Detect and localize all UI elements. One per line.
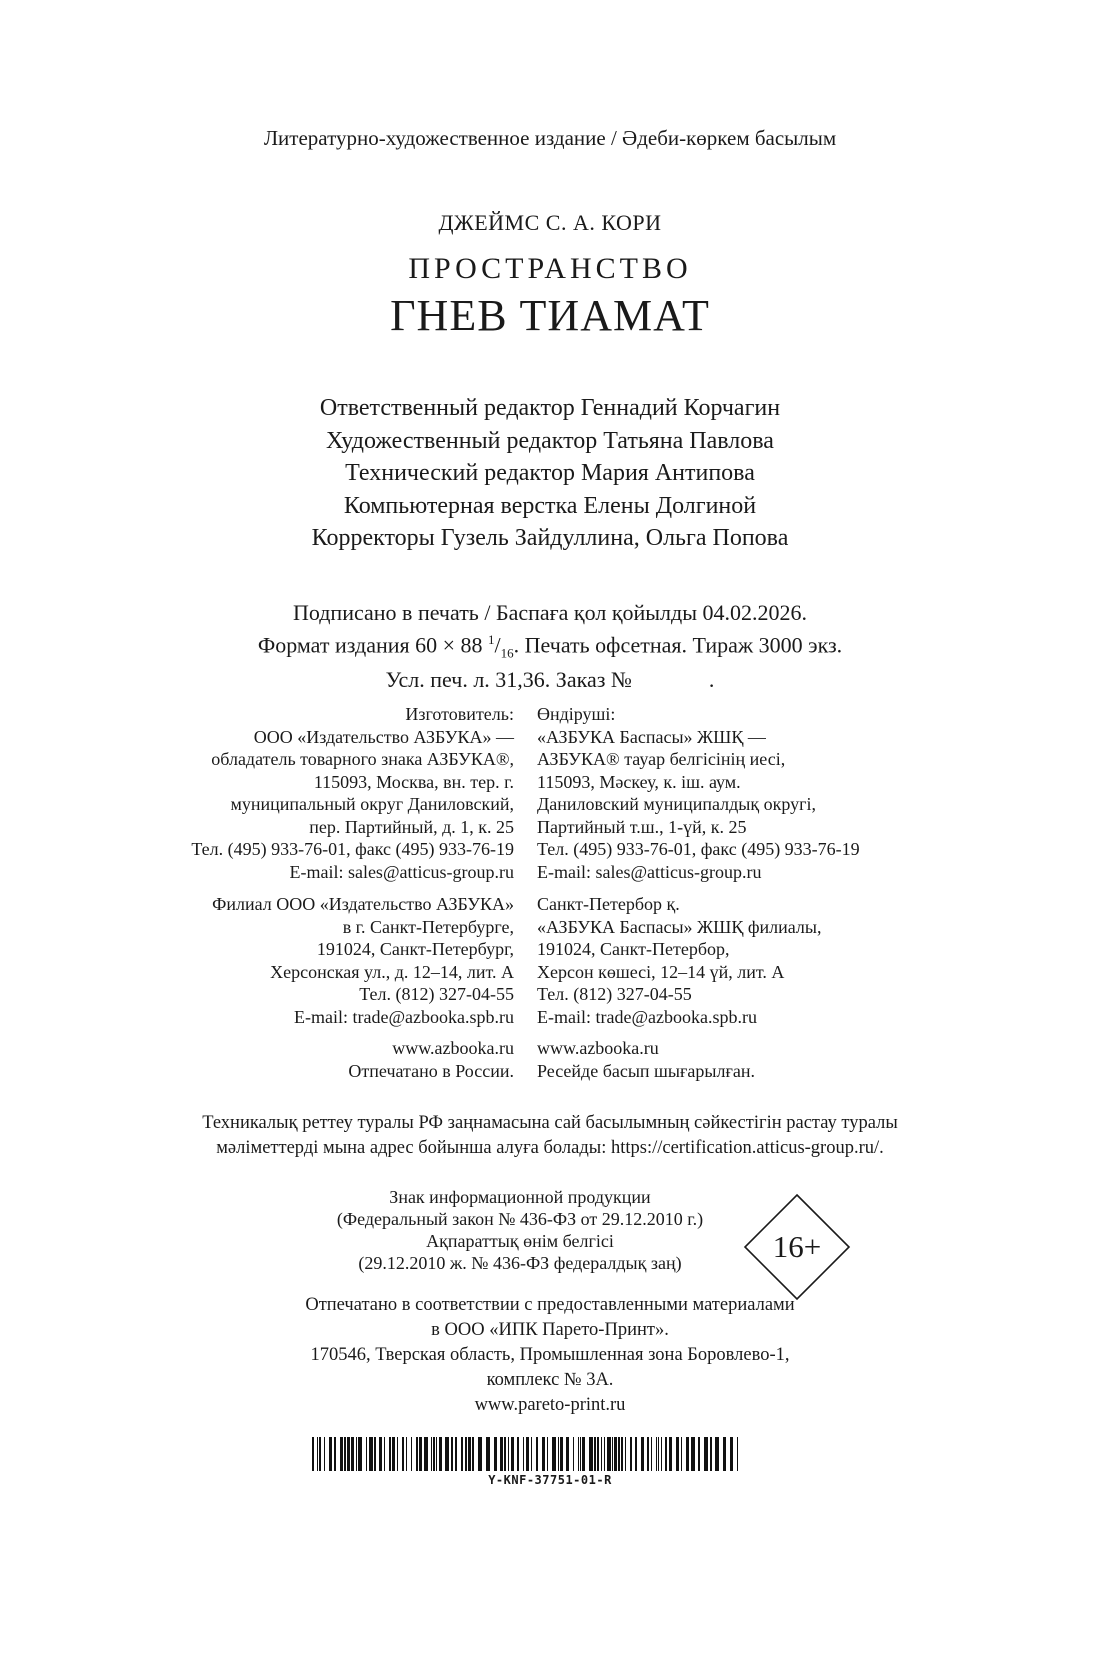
format-prefix: Формат издания 60 × 88 xyxy=(257,631,489,657)
branch-ru xyxy=(212,893,514,1028)
manufacturer-ru-line: Изготовитель: xyxy=(405,704,514,724)
branch-kz-line: E-mail: trade@azbooka.spb.ru xyxy=(537,1006,757,1027)
printer-website[interactable]: www.pareto-print.ru xyxy=(474,1395,626,1415)
manufacturer-kz-line: Өндіруші: xyxy=(537,704,616,724)
series-title: ПРОСТРАНСТВО xyxy=(408,252,692,285)
credit-line: Ответственный редактор Геннадий Корчагин xyxy=(319,395,781,421)
publication-info xyxy=(0,600,1100,693)
printed-in-note: Ресейде басып шығарылған. xyxy=(537,1060,755,1081)
printer-line: Отпечатано в соответствии с предоставленными материалами xyxy=(305,1295,795,1315)
age-rating-badge xyxy=(743,1193,851,1301)
format-numerator: 1 xyxy=(488,631,495,647)
branch-kz xyxy=(537,893,821,1028)
manufacturer-kz-line: E-mail: sales@atticus-group.ru xyxy=(537,861,762,882)
branch-kz-line: Санкт-Петербор қ. xyxy=(537,894,680,914)
certification-note xyxy=(0,1111,1100,1160)
footer-kz xyxy=(537,1037,755,1082)
info-sign-line: (Федеральный закон № 436-ФЗ от 29.12.2010 г.) xyxy=(336,1209,704,1229)
manufacturer-kz-line: 115093, Мәскеу, к. іш. аум. xyxy=(537,771,741,792)
credit-line: Художественный редактор Татьяна Павлова xyxy=(326,427,774,454)
order-line: Усл. печ. л. 31,36. Заказ № . xyxy=(385,666,715,692)
footer-ru xyxy=(348,1037,514,1082)
edition-type-label: Литературно-художественное издание / Әдеби-көркем басылым xyxy=(263,126,837,150)
barcode xyxy=(312,1437,738,1471)
printed-in-note: Отпечатано в России. xyxy=(348,1060,514,1081)
credit-line: Технический редактор Мария Антипова xyxy=(345,460,755,486)
website-link[interactable]: www.azbooka.ru xyxy=(537,1038,659,1058)
branch-kz-line: Херсон көшесі, 12–14 үй, лит. А xyxy=(537,961,785,982)
branch-kz-line: «АЗБУКА Баспасы» ЖШҚ филиалы, xyxy=(537,916,822,937)
branch-ru-line: 191024, Санкт-Петербург, xyxy=(316,939,514,959)
info-sign-line: Знак информационной продукции xyxy=(389,1187,651,1207)
branch-ru-line: Филиал ООО «Издательство АЗБУКА» xyxy=(212,894,514,914)
manufacturer-ru-line: пер. Партийный, д. 1, к. 25 xyxy=(309,816,514,837)
age-rating-text: 16+ xyxy=(772,1229,822,1264)
author-name: ДЖЕЙМС С. А. КОРИ xyxy=(438,210,662,235)
manufacturer-ru-line: 115093, Москва, вн. тер. г. xyxy=(313,771,514,792)
format-line: Формат издания 60 × 88 $^1/_{16}$. Печать офсетная. Тираж 3000 экз. xyxy=(257,631,843,661)
manufacturer-ru-line: обладатель товарного знака АЗБУКА®, xyxy=(211,749,514,769)
manufacturer-ru-line: ООО «Издательство АЗБУКА» — xyxy=(253,726,514,747)
credits-block xyxy=(0,392,1100,555)
manufacturer-ru xyxy=(191,703,514,883)
branch-ru-line: Херсонская ул., д. 12–14, лит. А xyxy=(270,961,514,982)
manufacturer-kz-line: «АЗБУКА Баспасы» ЖШҚ — xyxy=(537,726,766,747)
certification-line: Техникалық реттеу туралы РФ заңнамасына сай басылымның сәйкестігін растау туралы xyxy=(202,1113,898,1133)
credit-line: Корректоры Гузель Зайдуллина, Ольга Попова xyxy=(311,525,789,551)
manufacturer-ru-line: Тел. (495) 933-76-01, факс (495) 933-76-19 xyxy=(191,839,514,859)
branch-ru-line: Тел. (812) 327-04-55 xyxy=(359,984,514,1004)
printer-info xyxy=(0,1293,1100,1418)
info-product-sign xyxy=(245,1186,795,1274)
manufacturer-kz-line: Партийный т.ш., 1-үй, к. 25 xyxy=(537,816,747,837)
website-link[interactable]: www.azbooka.ru xyxy=(392,1038,514,1058)
format-denominator: 16 xyxy=(500,645,514,661)
branch-ru-line: в г. Санкт-Петербурге, xyxy=(342,916,514,937)
credit-line: Компьютерная верстка Елены Долгиной xyxy=(343,492,757,519)
manufacturer-kz xyxy=(537,703,860,883)
book-title: ГНЕВ ТИАМАТ xyxy=(390,291,710,340)
info-sign-line: (29.12.2010 ж. № 436-ФЗ федералдық заң) xyxy=(358,1253,682,1273)
info-sign-line: Ақпараттық өнім белгісі xyxy=(426,1231,614,1251)
printer-line: 170546, Тверская область, Промышленная зона Боровлево-1, xyxy=(310,1345,790,1365)
manufacturer-kz-line: Даниловский муниципалдық округі, xyxy=(537,794,816,814)
signed-line: Подписано в печать / Баспаға қол қойылды 04.02.2026. xyxy=(292,600,808,625)
branch-kz-line: Тел. (812) 327-04-55 xyxy=(537,984,692,1004)
manufacturer-kz-line: Тел. (495) 933-76-01, факс (495) 933-76-19 xyxy=(537,839,860,859)
format-suffix: . Печать офсетная. Тираж 3000 экз. xyxy=(513,631,843,657)
printer-line: в ООО «ИПК Парето-Принт». xyxy=(431,1320,669,1340)
manufacturer-ru-line: муниципальный округ Даниловский, xyxy=(230,794,514,814)
barcode-code: Y-KNF-37751-01-R xyxy=(488,1473,612,1487)
branch-kz-line: 191024, Санкт-Петербор, xyxy=(537,939,730,959)
printer-line: комплекс № 3А. xyxy=(486,1370,614,1390)
manufacturer-ru-line: E-mail: sales@atticus-group.ru xyxy=(289,861,514,882)
branch-ru-line: E-mail: trade@azbooka.spb.ru xyxy=(294,1006,514,1027)
manufacturer-kz-line: АЗБУКА® тауар белгісінің иесі, xyxy=(537,749,786,769)
certification-line: мәліметтерді мына адрес бойынша алуға болады: https://certification.atticus-group.ru/. xyxy=(216,1137,884,1158)
